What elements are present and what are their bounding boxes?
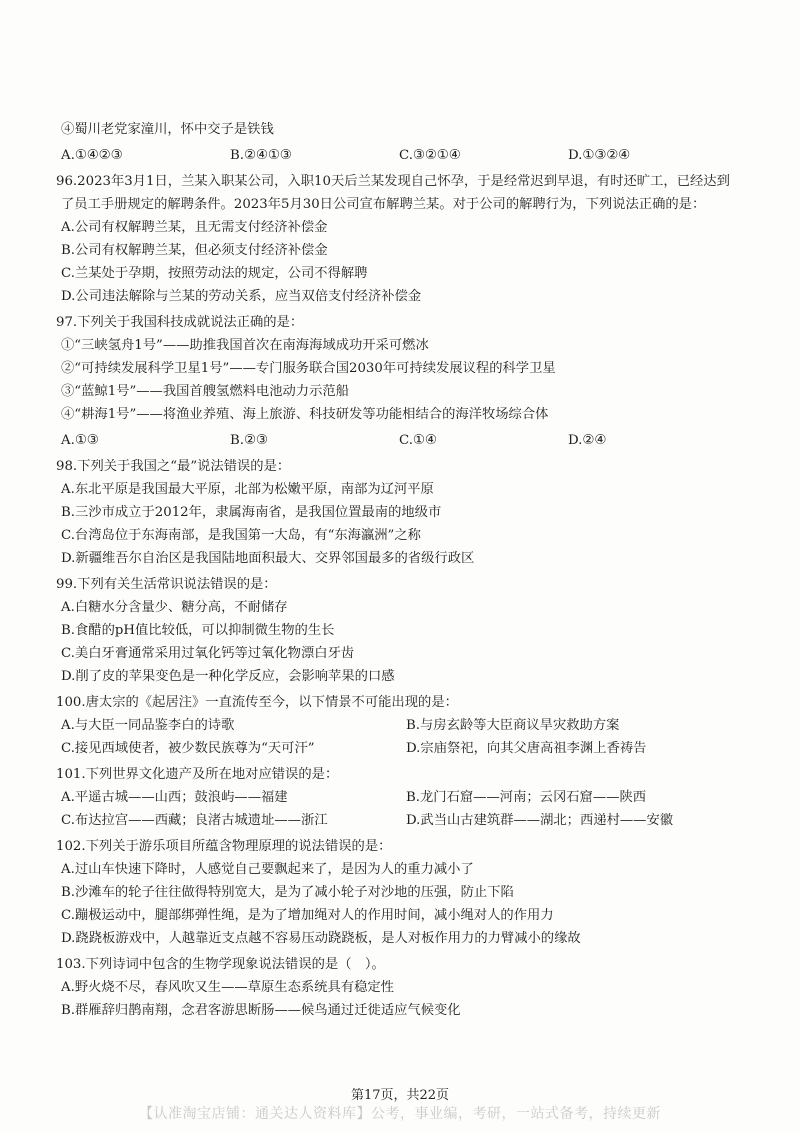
q97-item-3: ③“蓝鲸1号”——我国首艘氢燃料电池动力示范船 <box>61 384 349 399</box>
q101-option-b[interactable]: B.龙门石窟——河南；云冈石窟——陕西 <box>406 790 647 805</box>
q95-option-a[interactable]: A.①④②③ <box>61 148 123 163</box>
q97-option-a[interactable]: A.①③ <box>61 433 99 448</box>
q100-option-a[interactable]: A.与大臣一同品鉴李白的诗歌 <box>61 718 235 733</box>
q100-options-row-2 <box>58 737 748 760</box>
q99-option-a[interactable]: A.白糖水分含量少、糖分高，不耐储存 <box>61 600 288 615</box>
q97-options <box>58 429 748 452</box>
q98-option-d[interactable]: D.新疆维吾尔自治区是我国陆地面积最大、交界邻国最多的省级行政区 <box>61 551 475 566</box>
q99-stem: 99.下列有关生活常识说法错误的是： <box>56 577 277 592</box>
q99-option-d[interactable]: D.削了皮的苹果变色是一种化学反应，会影响苹果的口感 <box>61 669 395 684</box>
q101-option-a[interactable]: A.平遥古城——山西；鼓浪屿——福建 <box>61 790 288 805</box>
q99-option-b[interactable]: B.食醋的pH值比较低，可以抑制微生物的生长 <box>61 623 335 638</box>
q96-option-b[interactable]: B.公司有权解聘兰某，但必须支付经济补偿金 <box>61 243 328 258</box>
q100-option-c[interactable]: C.接见西域使者，被少数民族尊为“天可汗” <box>61 741 315 756</box>
q96-option-c[interactable]: C.兰某处于孕期，按照劳动法的规定，公司不得解聘 <box>61 266 368 281</box>
q103-option-a[interactable]: A.野火烧不尽，春风吹又生——草原生态系统具有稳定性 <box>61 980 394 995</box>
q100-options-row-1 <box>58 714 748 737</box>
q99-option-c[interactable]: C.美白牙膏通常采用过氧化钙等过氧化物漂白牙齿 <box>61 646 355 661</box>
q97-item-2: ②“可持续发展科学卫星1号”——专门服务联合国2030年可持续发展议程的科学卫星 <box>61 361 556 376</box>
q98-option-a[interactable]: A.东北平原是我国最大平原，北部为松嫩平原，南部为辽河平原 <box>61 482 434 497</box>
q102-option-d[interactable]: D.跷跷板游戏中，人越靠近支点越不容易压动跷跷板，是人对板作用力的力臂减小的缘故 <box>61 931 581 946</box>
q100-option-b[interactable]: B.与房玄龄等大臣商议旱灾救助方案 <box>406 718 620 733</box>
q101-option-c[interactable]: C.布达拉宫——西藏；良渚古城遗址——浙江 <box>61 813 328 828</box>
q100-option-d[interactable]: D.宗庙祭祀，向其父唐高祖李渊上香祷告 <box>406 741 647 756</box>
q97-item-4: ④“耕海1号”——将渔业养殖、海上旅游、科技研发等功能相结合的海洋牧场综合体 <box>61 407 549 422</box>
q98-stem: 98.下列关于我国之“最”说法错误的是： <box>56 459 291 474</box>
q102-option-b[interactable]: B.沙滩车的轮子往往做得特别宽大，是为了减小轮子对沙地的压强，防止下陷 <box>61 885 514 900</box>
q101-options-row-1 <box>58 786 748 809</box>
q98-option-c[interactable]: C.台湾岛位于东海南部，是我国第一大岛，有“东海瀛洲”之称 <box>61 528 421 543</box>
q97-stem: 97.下列关于我国科技成就说法正确的是： <box>56 315 304 330</box>
q97-option-c[interactable]: C.①④ <box>399 433 437 448</box>
q102-option-c[interactable]: C.蹦极运动中，腿部绑弹性绳，是为了增加绳对人的作用时间，减小绳对人的作用力 <box>61 908 554 923</box>
q103-option-b[interactable]: B.群雁辞归鹊南翔，念君客游思断肠——候鸟通过迁徙适应气候变化 <box>61 1003 461 1018</box>
q96-option-a[interactable]: A.公司有权解聘兰某，且无需支付经济补偿金 <box>61 220 328 235</box>
q95-options <box>58 144 748 167</box>
question-content <box>58 118 748 1022</box>
q102-option-a[interactable]: A.过山车快速下降时，人感觉自己要飘起来了，是因为人的重力减小了 <box>61 862 474 877</box>
q95-option-b[interactable]: B.②④①③ <box>230 148 292 163</box>
q96-stem-line-1: 96.2023年3月1日，兰某入职某公司，入职10天后兰某发现自己怀孕，于是经常迟到早退，有时还旷工，已经达到 <box>56 174 730 189</box>
q97-item-1: ①“三峡氢舟1号”——助推我国首次在南海海域成功开采可燃冰 <box>61 338 429 353</box>
q97-option-d[interactable]: D.②④ <box>568 433 607 448</box>
q102-stem: 102.下列关于游乐项目所蕴含物理原理的说法错误的是： <box>56 839 392 854</box>
q95-option-c[interactable]: C.③②①④ <box>399 148 461 163</box>
watermark-text: 【认准淘宝店铺：通关达人资料库】公考，事业编，考研，一站式备考，持续更新 <box>139 1106 661 1122</box>
q101-option-d[interactable]: D.武当山古建筑群——湖北；西递村——安徽 <box>406 813 674 828</box>
q101-stem: 101.下列世界文化遗产及所在地对应错误的是： <box>56 767 339 782</box>
q96-option-d[interactable]: D.公司违法解除与兰某的劳动关系，应当双倍支付经济补偿金 <box>61 289 422 304</box>
q95-option-d[interactable]: D.①③②④ <box>568 148 631 163</box>
q97-option-b[interactable]: B.②③ <box>230 433 268 448</box>
q100-stem: 100.唐太宗的《起居注》一直流传至今，以下情景不可能出现的是： <box>56 695 458 710</box>
q96-stem-line-2: 了员工手册规定的解聘条件。2023年5月30日公司宣布解聘兰某。对于公司的解聘行为，下列说法正确的是： <box>61 197 706 212</box>
q103-stem: 103.下列诗词中包含的生物学现象说法错误的是（ ）。 <box>56 957 385 972</box>
q101-options-row-2 <box>58 809 748 832</box>
page-number: 第17页，共22页 <box>350 1088 450 1103</box>
q98-option-b[interactable]: B.三沙市成立于2012年，隶属海南省，是我国位置最南的地级市 <box>61 505 442 520</box>
q95-item-4: ④蜀川老党家潼川，怀中交子是铁钱 <box>61 122 274 137</box>
